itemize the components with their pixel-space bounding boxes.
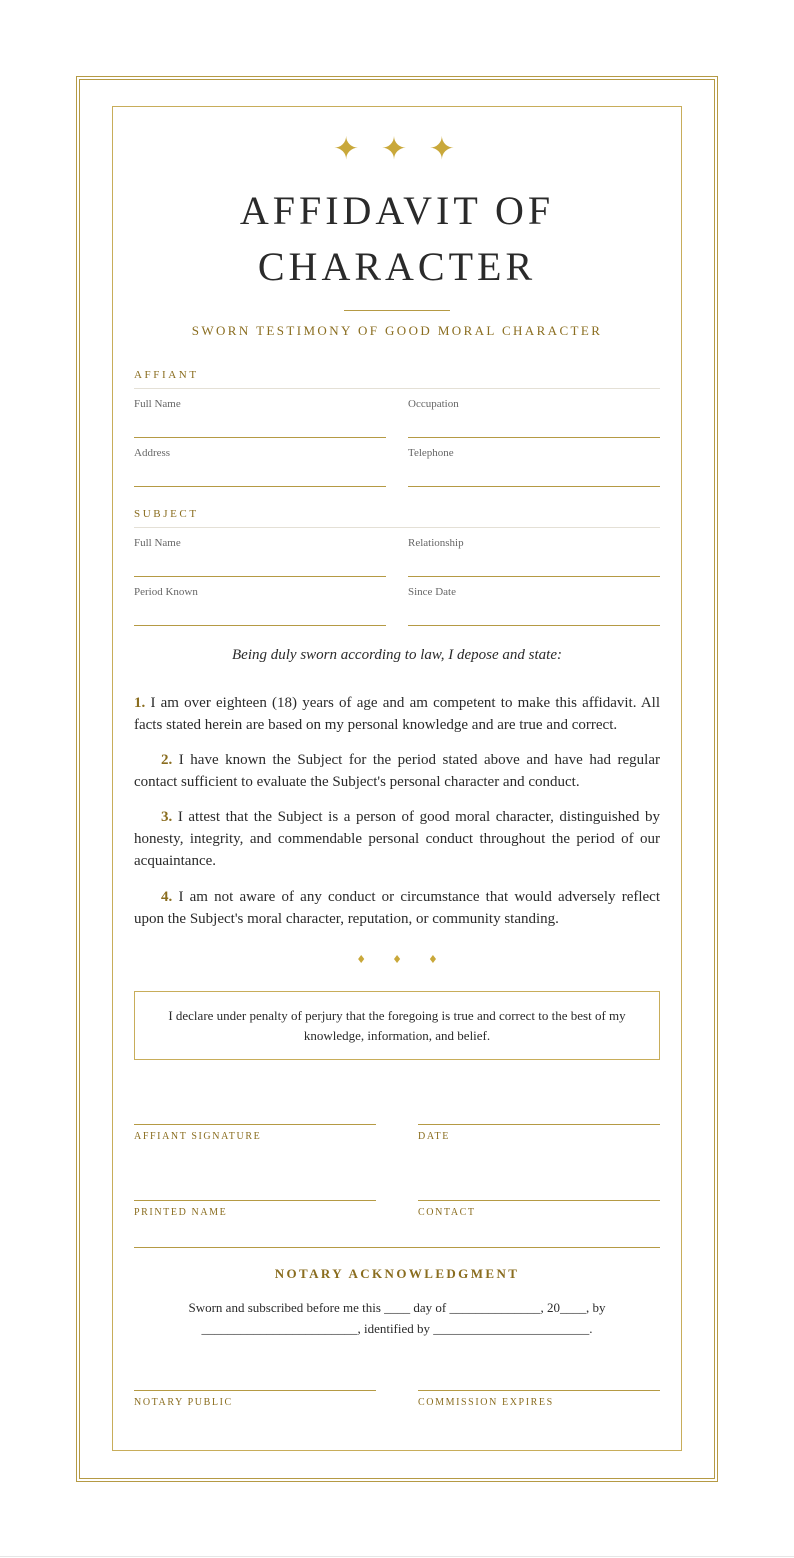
notary-text: Sworn and subscribed before me this ____ day of ______________, 20____, by ________________________, identified by ________________________.	[188, 1300, 606, 1336]
signature-line	[134, 1124, 376, 1125]
subject-period-known-field[interactable]	[134, 586, 386, 626]
subject-relationship-field[interactable]	[408, 537, 660, 577]
field-label: Relationship	[408, 537, 464, 549]
field-line	[408, 486, 660, 487]
field-label: Address	[134, 447, 171, 459]
affiant-address-field[interactable]	[134, 447, 386, 487]
statement-text: I am over eighteen (18) years of age and am competent to make this affidavit. All facts stated herein are based on my personal knowledge and are true and correct.	[134, 695, 661, 733]
declaration-text: I declare under penalty of perjury that the foregoing is true and correct to the best of my knowledge, information, and belief.	[168, 1008, 626, 1043]
printed-name-line[interactable]	[134, 1200, 376, 1218]
signature-line	[134, 1200, 376, 1201]
field-label: Full Name	[134, 398, 181, 410]
field-label: Period Known	[134, 586, 198, 598]
signature-label: DATE	[418, 1131, 450, 1142]
statement-number: 3.	[161, 809, 173, 825]
field-line	[134, 625, 386, 626]
subject-section-rule	[134, 527, 660, 528]
signature-label: CONTACT	[418, 1207, 476, 1218]
sworn-intro: Being duly sworn according to law, I depose and state:	[232, 647, 562, 663]
commission-expires-line[interactable]	[418, 1390, 660, 1408]
notary-title: NOTARY ACKNOWLEDGMENT	[274, 1266, 520, 1281]
signature-label: AFFIANT SIGNATURE	[134, 1131, 262, 1142]
affidavit-card	[112, 106, 682, 1451]
notary-divider	[134, 1247, 660, 1248]
affiant-occupation-field[interactable]	[408, 398, 660, 438]
statement-text: I attest that the Subject is a person of good moral character, distinguished by honesty, integrity, and commendable personal conduct throughout the period of our acquaintance.	[134, 809, 660, 869]
date-signature-line[interactable]	[418, 1124, 660, 1142]
signature-label: NOTARY PUBLIC	[134, 1397, 233, 1408]
affiant-section-label: AFFIANT	[134, 369, 199, 381]
field-line	[134, 437, 386, 438]
diamond-icon: ♦	[356, 953, 367, 966]
signature-line	[134, 1390, 376, 1391]
field-line	[408, 437, 660, 438]
page-bottom-rule	[0, 1556, 794, 1557]
document-subtitle: SWORN TESTIMONY OF GOOD MORAL CHARACTER	[191, 323, 603, 338]
field-line	[408, 625, 660, 626]
signature-line	[418, 1390, 660, 1391]
star-ornament-icon: ✦ ✦ ✦	[333, 131, 461, 167]
diamond-icon: ♦	[392, 953, 402, 966]
signature-label: COMMISSION EXPIRES	[418, 1397, 554, 1408]
signature-line	[418, 1200, 660, 1201]
subject-full-name-field[interactable]	[134, 537, 386, 577]
perjury-declaration-box	[134, 991, 660, 1060]
signature-label: PRINTED NAME	[134, 1207, 228, 1218]
field-label: Since Date	[408, 586, 456, 598]
statement-text: I am not aware of any conduct or circumstance that would adversely reflect upon the Subject's moral character, reputation, or community standing.	[134, 889, 660, 927]
diamond-divider	[134, 953, 660, 966]
signature-line	[418, 1124, 660, 1125]
document-title: AFFIDAVIT OF CHARACTER	[239, 188, 555, 289]
field-label: Telephone	[408, 447, 454, 459]
subject-since-date-field[interactable]	[408, 586, 660, 626]
title-divider	[344, 310, 450, 311]
field-label: Full Name	[134, 537, 181, 549]
field-label: Occupation	[408, 398, 459, 410]
affiant-section-rule	[134, 388, 660, 389]
statement-4	[134, 886, 660, 930]
statement-number: 2.	[161, 752, 173, 768]
field-line	[134, 486, 386, 487]
affiant-signature-line[interactable]	[134, 1124, 376, 1142]
affiant-telephone-field[interactable]	[408, 447, 660, 487]
statement-number: 1.	[134, 695, 146, 711]
statement-3	[134, 806, 660, 872]
statement-2	[134, 749, 660, 793]
affiant-full-name-field[interactable]	[134, 398, 386, 438]
statement-1	[134, 692, 660, 736]
diamond-icon: ♦	[427, 953, 438, 966]
subject-section-label: SUBJECT	[134, 508, 199, 520]
statement-number: 4.	[161, 889, 173, 905]
field-line	[408, 576, 660, 577]
field-line	[134, 576, 386, 577]
notary-public-line[interactable]	[134, 1390, 376, 1408]
contact-line[interactable]	[418, 1200, 660, 1218]
statement-text: I have known the Subject for the period stated above and have had regular contact sufficient to evaluate the Subject's personal character and conduct.	[134, 752, 661, 790]
